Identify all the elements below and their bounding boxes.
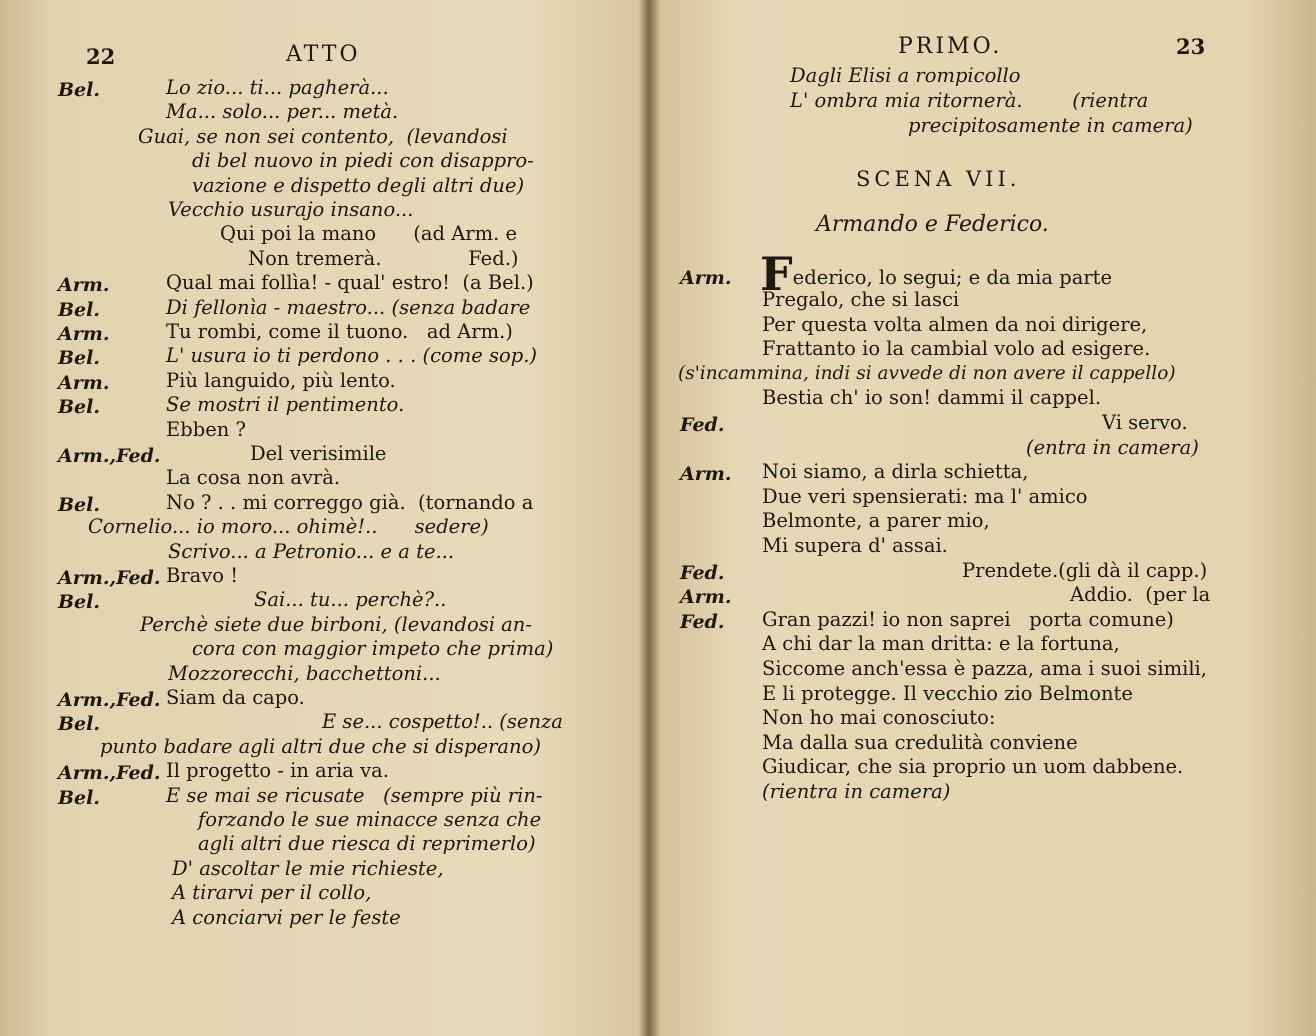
verse-line: Del verisimile (250, 442, 387, 465)
speaker-label: Arm.,Fed. (58, 762, 161, 785)
page-number-left: 22 (86, 44, 116, 69)
italic-verse-line: Ma... solo... per... metà. (166, 100, 399, 124)
italic-verse-line: (rientra in camera) (762, 780, 951, 803)
verse-line: Giudicar, che sia proprio un uom dabbene. (762, 755, 1184, 779)
italic-verse-line: (s'incammina, indi si avvede di non avere il cappello) (678, 362, 1176, 384)
italic-verse-line: di bel nuovo in piedi con disappro- (192, 149, 534, 173)
verse-line: Bravo ! (166, 564, 239, 587)
verse-line: Frattanto io la cambial volo ad esigere. (762, 337, 1151, 361)
verse-line: Vi servo. (1102, 411, 1188, 434)
verse-line: Belmonte, a parer mio, (762, 509, 990, 533)
speaker-label: Arm. (680, 463, 732, 486)
running-head-right: PRIMO. (898, 34, 1003, 59)
italic-verse-line: (entra in camera) (1026, 435, 1199, 459)
italic-verse-line: Lo zio... ti... pagherà... (166, 76, 389, 99)
scene-title: SCENA VII. (856, 167, 1021, 191)
speaker-label: Bel. (58, 493, 100, 516)
speaker-label: Arm.,Fed. (58, 689, 161, 711)
verse-line: Pregalo, che si lasci (762, 288, 960, 311)
speaker-label: Arm. (58, 274, 110, 297)
speaker-label: Arm. (58, 323, 110, 345)
italic-verse-line: L' usura io ti perdono . . . (come sop.) (166, 344, 538, 368)
drop-cap: F (760, 247, 793, 301)
verse-line: Dagli Elisi a rompicollo (790, 64, 1021, 87)
italic-verse-line: D' ascoltar le mie richieste, (172, 856, 444, 880)
italic-verse-line: A tirarvi per il collo, (172, 881, 372, 905)
speaker-label: Arm. (58, 371, 110, 394)
italic-verse-line: E se... cospetto!.. (senza (322, 710, 563, 734)
running-head-left: ATTO (286, 42, 361, 67)
verse-line: Due veri spensierati: ma l' amico (762, 484, 1088, 508)
verse-line: Gran pazzi! io non saprei porta comune) (762, 607, 1174, 631)
verse-line: Il progetto - in aria va. (166, 759, 389, 783)
italic-verse-line: A conciarvi per le feste (172, 905, 401, 929)
verse-line: A chi dar la man dritta: e la fortuna, (762, 632, 1120, 656)
verse-line: Mi supera d' assai. (762, 534, 948, 557)
italic-verse-line: Perchè siete due birboni, (levandosi an- (140, 612, 532, 636)
verse-line: No ? . . mi correggo già. (tornando a (166, 490, 534, 514)
verse-line: La cosa non avrà. (166, 466, 341, 490)
right-page (650, 0, 1316, 1036)
italic-verse-line: Sai... tu... perchè?.. (254, 588, 447, 612)
first-line-rest: ederico, lo segui; e da mia parte (792, 266, 1113, 289)
italic-verse-line: cora con maggior impeto che prima) (192, 637, 554, 661)
speaker-label: Arm.,Fed. (58, 445, 161, 467)
verse-line: Addio. (per la (1070, 583, 1211, 607)
speaker-label: Bel. (58, 713, 100, 736)
italic-verse-line: Di fellonìa - maestro... (senza badare (166, 295, 531, 319)
speaker-label: Bel. (58, 396, 100, 419)
italic-verse-line: Mozzorecchi, bacchettoni... (168, 661, 441, 685)
verse-line: Siccome anch'essa è pazza, ama i suoi simili, (762, 657, 1207, 680)
italic-verse-line: punto badare agli altri due che si disperano) (100, 734, 541, 758)
verse-line: Qui poi la mano (ad Arm. e (220, 222, 518, 246)
speaker-label: Bel. (58, 786, 100, 809)
italic-verse-line: Cornelio... io moro... ohimè!.. sedere) (88, 515, 489, 539)
speaker-label: Bel. (58, 79, 100, 101)
italic-verse-line: Vecchio usurajo insano... (168, 198, 414, 221)
italic-verse-line: vazione e dispetto degli altri due) (192, 173, 525, 197)
verse-line: Tu rombi, come il tuono. ad Arm.) (166, 320, 513, 343)
stage-direction: precipitosamente in camera) (908, 114, 1193, 137)
verse-line: Per questa volta almen da noi dirigere, (762, 312, 1148, 336)
italic-verse-line: Guai, se non sei contento, (levandosi (138, 124, 508, 148)
verse-line: Qual mai follìa! - qual' estro! (a Bel.) (166, 271, 534, 295)
speaker-label: Arm. (680, 586, 732, 609)
speaker-label: Bel. (58, 347, 100, 370)
scene-cast: Armando e Federico. (816, 212, 1049, 237)
italic-verse-line: agli altri due riesca di reprimerlo) (198, 832, 536, 856)
verse-line: Noi siamo, a dirla schietta, (762, 460, 1029, 484)
italic-verse-line: E se mai se ricusate (sempre più rin- (166, 783, 543, 807)
speaker-label: Fed. (680, 561, 725, 584)
italic-verse-line: forzando le sue minacce senza che (198, 808, 542, 831)
italic-verse-line: Se mostri il pentimento. (166, 393, 405, 417)
speaker-label: Bel. (58, 298, 100, 321)
verse-line: Non ho mai conosciuto: (762, 706, 996, 730)
speaker-label: Arm.,Fed. (58, 567, 161, 589)
verse-line: Siam da capo. (166, 686, 305, 709)
speaker-label: Fed. (680, 610, 725, 633)
verse-line: Non tremerà. Fed.) (248, 246, 519, 270)
verse-line: Bestia ch' io son! dammi il cappel. (762, 386, 1102, 410)
verse-line: E li protegge. Il vecchio zio Belmonte (762, 681, 1133, 705)
verse-line: Ma dalla sua credulità conviene (762, 730, 1078, 754)
speaker-label: Bel. (58, 591, 100, 614)
left-page (0, 0, 648, 1036)
speaker-label: Arm. (680, 267, 732, 289)
verse-line: Più languido, più lento. (166, 368, 396, 392)
speaker-label: Fed. (680, 414, 725, 436)
verse-line: Prendete.(gli dà il capp.) (962, 558, 1208, 582)
verse-line: L' ombra mia ritornerà. (rientra (790, 89, 1149, 112)
page-number-right: 23 (1176, 34, 1206, 59)
italic-verse-line: Scrivo... a Petronio... e a te... (168, 539, 455, 563)
verse-line: Ebben ? (166, 417, 246, 441)
